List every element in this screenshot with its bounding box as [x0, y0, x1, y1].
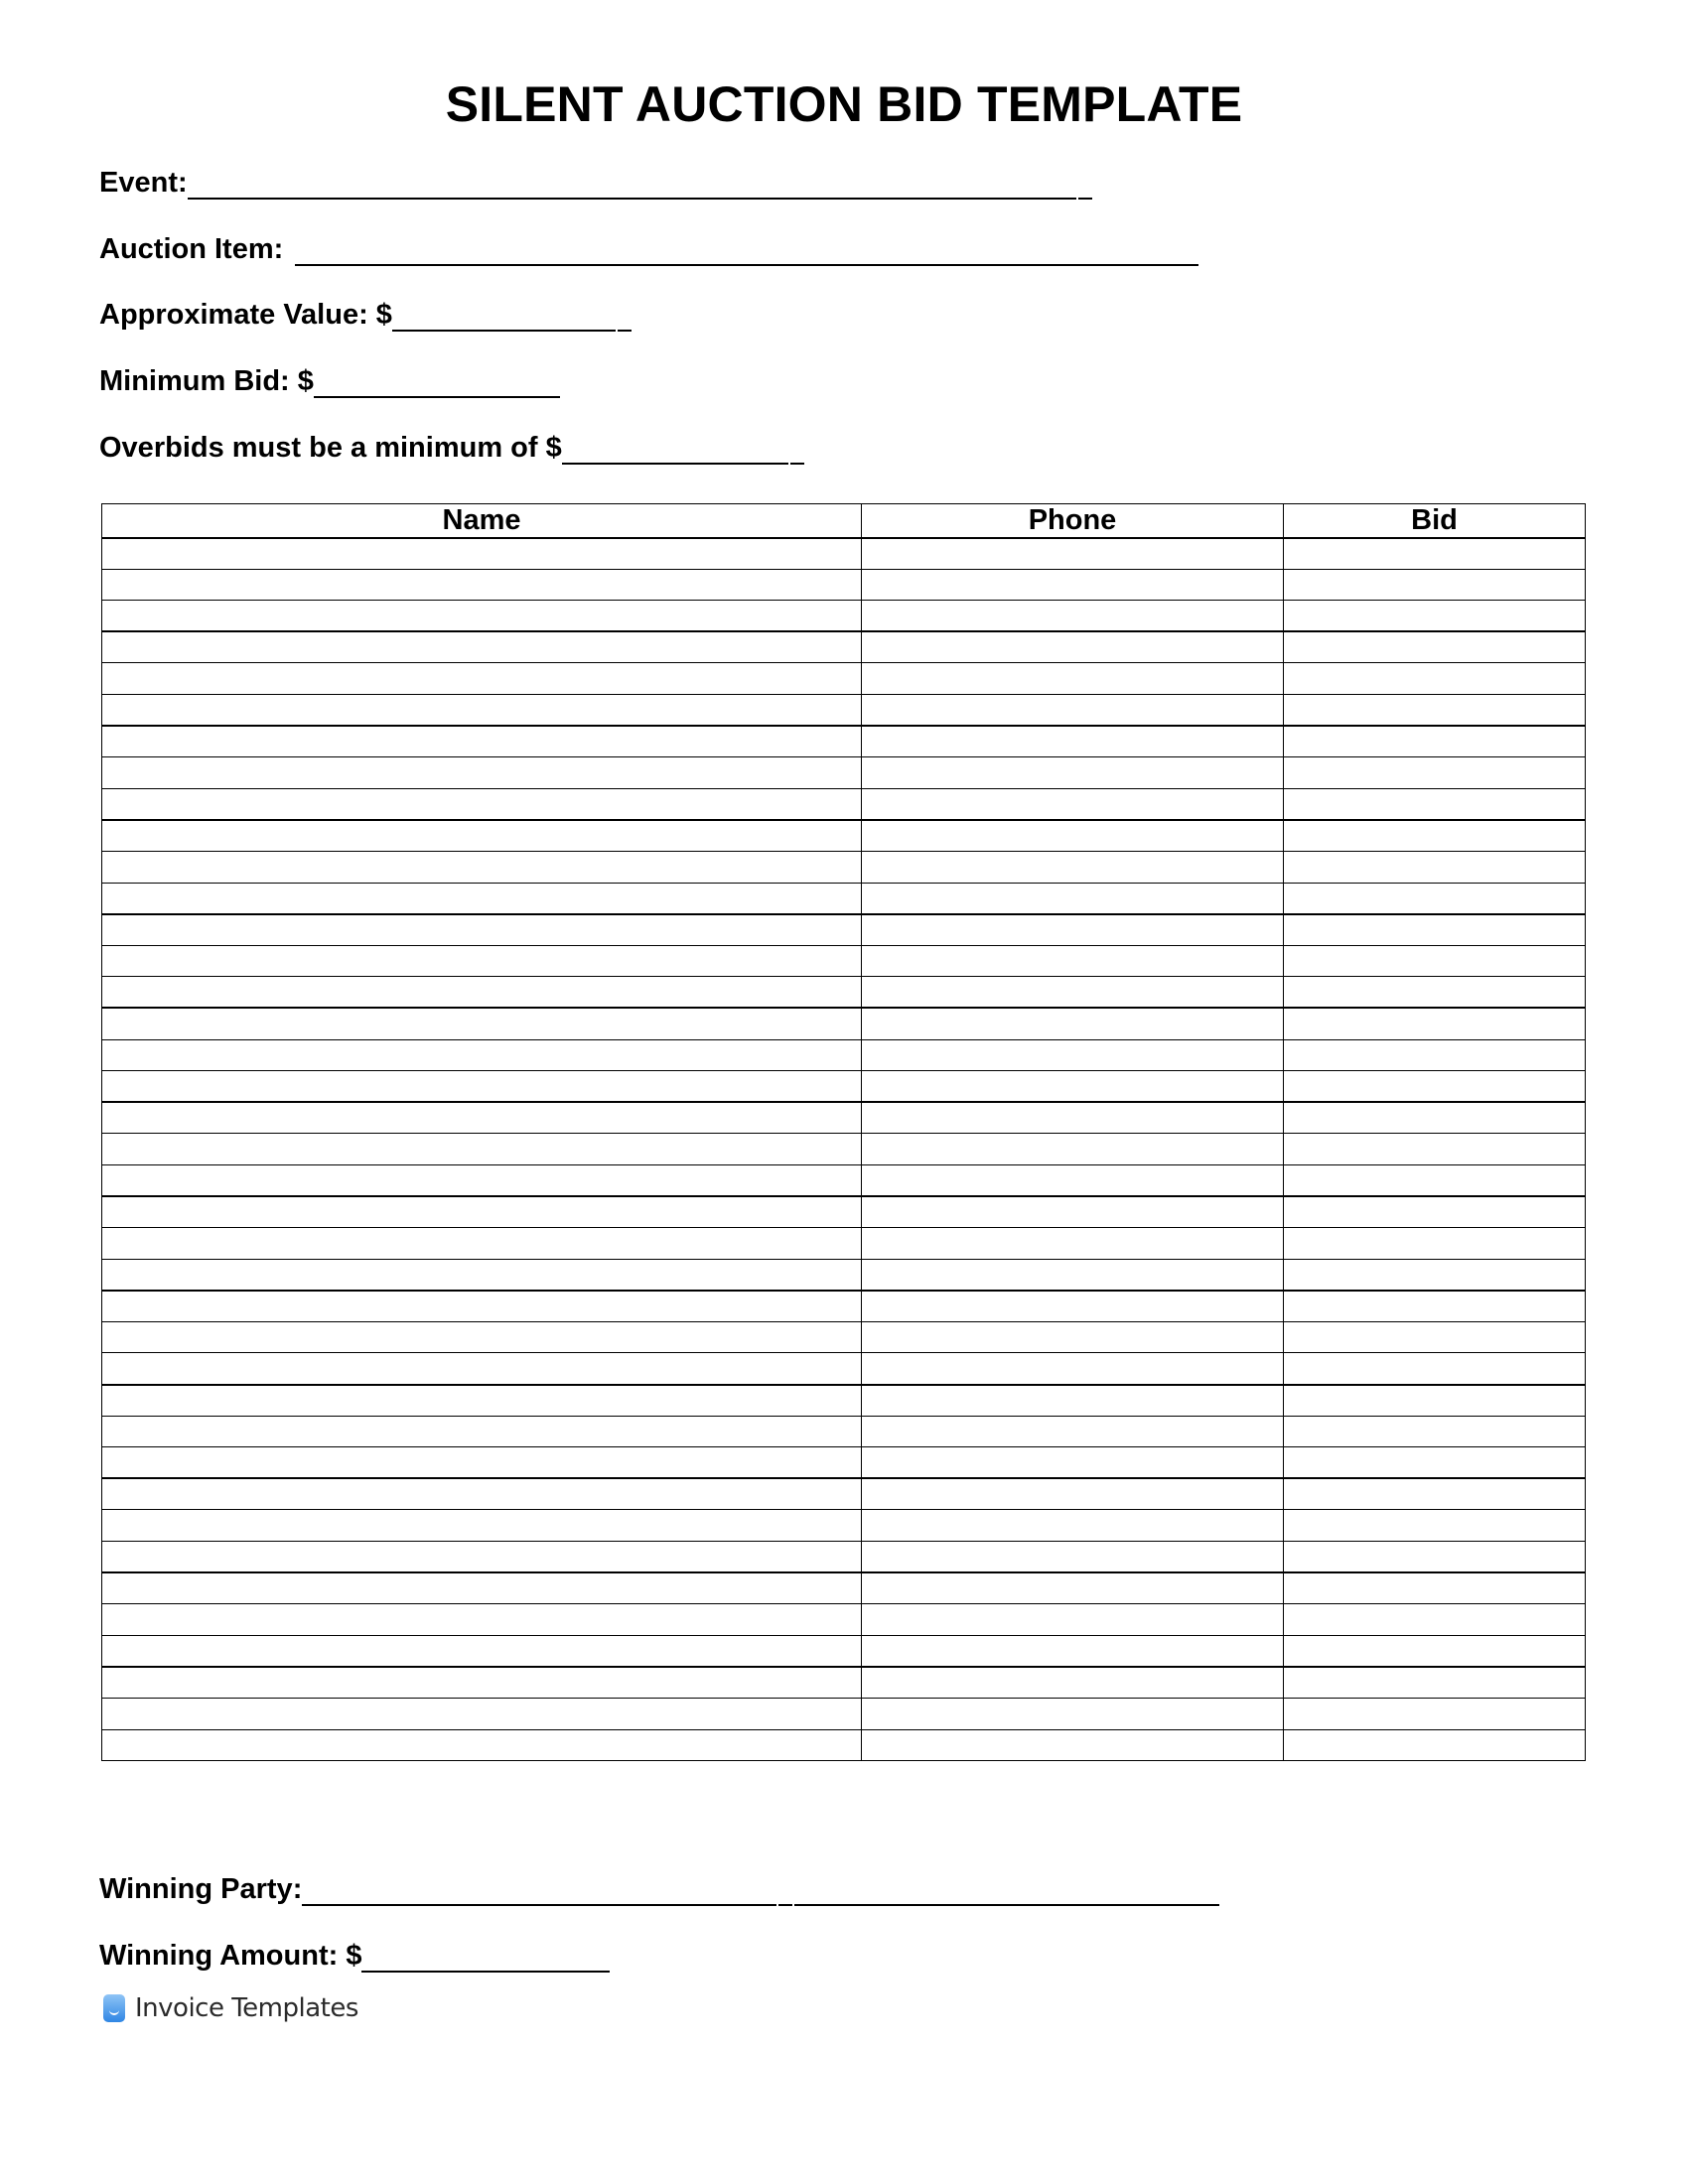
bid-table-row — [102, 883, 1586, 914]
name-cell[interactable] — [102, 1729, 862, 1761]
bid-table-header-row — [102, 504, 1586, 538]
bid-table-row — [102, 1542, 1586, 1573]
name-cell[interactable] — [102, 1635, 862, 1667]
bid-table-row — [102, 1321, 1586, 1353]
phone-cell[interactable] — [862, 1478, 1284, 1510]
approx-value-blank-line[interactable] — [392, 300, 616, 332]
event-blank-tail — [1078, 170, 1092, 200]
bid-cell[interactable] — [1284, 851, 1586, 883]
bid-cell[interactable] — [1284, 1353, 1586, 1385]
bid-table-row — [102, 1635, 1586, 1667]
winning-party-blank-tail — [778, 1876, 792, 1906]
bid-table-row — [102, 1164, 1586, 1196]
bid-cell[interactable] — [1284, 1542, 1586, 1573]
bid-cell[interactable] — [1284, 726, 1586, 757]
bid-cell[interactable] — [1284, 694, 1586, 726]
winning-amount-field — [99, 1939, 610, 1979]
event-field — [99, 166, 1092, 205]
name-cell[interactable] — [102, 945, 862, 977]
name-cell[interactable] — [102, 883, 862, 914]
phone-cell[interactable] — [862, 977, 1284, 1009]
overbids-field — [99, 431, 804, 471]
bid-table-row — [102, 694, 1586, 726]
bid-cell[interactable] — [1284, 1416, 1586, 1447]
bid-cell[interactable] — [1284, 1102, 1586, 1134]
column-header-bid: Bid — [1284, 504, 1586, 538]
phone-cell[interactable] — [862, 569, 1284, 601]
winning-amount-label: Winning Amount: $ — [99, 1940, 362, 1972]
name-cell[interactable] — [102, 1604, 862, 1636]
invoice-templates-logo — [103, 1993, 358, 2023]
bid-cell[interactable] — [1284, 1447, 1586, 1479]
bid-table-row — [102, 1604, 1586, 1636]
bid-table-row — [102, 1291, 1586, 1322]
phone-cell[interactable] — [862, 631, 1284, 663]
name-cell[interactable] — [102, 820, 862, 852]
name-cell[interactable] — [102, 851, 862, 883]
winning-party-label: Winning Party: — [99, 1873, 303, 1905]
name-cell[interactable] — [102, 1385, 862, 1417]
minimum-bid-blank-line[interactable] — [314, 366, 560, 398]
bid-cell[interactable] — [1284, 820, 1586, 852]
phone-cell[interactable] — [862, 1416, 1284, 1447]
bid-table-row — [102, 1259, 1586, 1291]
phone-cell[interactable] — [862, 538, 1284, 570]
event-blank-line[interactable] — [188, 168, 1076, 200]
bid-cell[interactable] — [1284, 663, 1586, 695]
phone-cell[interactable] — [862, 1008, 1284, 1039]
phone-cell[interactable] — [862, 1604, 1284, 1636]
bid-cell[interactable] — [1284, 757, 1586, 789]
bid-table-row — [102, 945, 1586, 977]
bid-table-row — [102, 1416, 1586, 1447]
bid-table-row — [102, 1729, 1586, 1761]
bid-table-row — [102, 1102, 1586, 1134]
name-cell[interactable] — [102, 977, 862, 1009]
phone-cell[interactable] — [862, 1039, 1284, 1071]
name-cell[interactable] — [102, 631, 862, 663]
winning-party-blank-line-2[interactable] — [794, 1874, 1219, 1906]
name-cell[interactable] — [102, 1196, 862, 1228]
phone-cell[interactable] — [862, 1196, 1284, 1228]
name-cell[interactable] — [102, 1291, 862, 1322]
bid-cell[interactable] — [1284, 601, 1586, 632]
phone-cell[interactable] — [862, 1259, 1284, 1291]
overbids-blank-line[interactable] — [562, 433, 788, 465]
phone-cell[interactable] — [862, 883, 1284, 914]
phone-cell[interactable] — [862, 1291, 1284, 1322]
phone-cell[interactable] — [862, 601, 1284, 632]
name-cell[interactable] — [102, 1698, 862, 1729]
bid-cell[interactable] — [1284, 1478, 1586, 1510]
phone-cell[interactable] — [862, 1321, 1284, 1353]
bid-cell[interactable] — [1284, 1259, 1586, 1291]
bid-table-row — [102, 757, 1586, 789]
name-cell[interactable] — [102, 1353, 862, 1385]
name-cell[interactable] — [102, 569, 862, 601]
bid-table-row — [102, 1008, 1586, 1039]
name-cell[interactable] — [102, 1572, 862, 1604]
bid-cell[interactable] — [1284, 1572, 1586, 1604]
bid-table-row — [102, 1510, 1586, 1542]
phone-cell[interactable] — [862, 1572, 1284, 1604]
phone-cell[interactable] — [862, 694, 1284, 726]
name-cell[interactable] — [102, 694, 862, 726]
event-label: Event: — [99, 167, 188, 199]
phone-cell[interactable] — [862, 663, 1284, 695]
page-title: SILENT AUCTION BID TEMPLATE — [445, 76, 1243, 132]
name-cell[interactable] — [102, 1321, 862, 1353]
name-cell[interactable] — [102, 1259, 862, 1291]
name-cell[interactable] — [102, 1416, 862, 1447]
auction-item-label: Auction Item: — [99, 233, 292, 265]
bid-table-row — [102, 1667, 1586, 1699]
bid-cell[interactable] — [1284, 1667, 1586, 1699]
phone-cell[interactable] — [862, 726, 1284, 757]
invoice-templates-logo-icon — [103, 1994, 125, 2022]
bid-cell[interactable] — [1284, 945, 1586, 977]
bid-cell[interactable] — [1284, 1071, 1586, 1103]
bid-cell[interactable] — [1284, 1604, 1586, 1636]
name-cell[interactable] — [102, 757, 862, 789]
bid-cell[interactable] — [1284, 977, 1586, 1009]
overbids-blank-tail — [790, 435, 804, 465]
bid-cell[interactable] — [1284, 914, 1586, 946]
bid-cell[interactable] — [1284, 1134, 1586, 1165]
bid-table-row — [102, 663, 1586, 695]
phone-cell[interactable] — [862, 1729, 1284, 1761]
phone-cell[interactable] — [862, 1447, 1284, 1479]
bid-table-row — [102, 1353, 1586, 1385]
auction-item-blank-line[interactable] — [295, 234, 1198, 266]
phone-cell[interactable] — [862, 1102, 1284, 1134]
bid-cell[interactable] — [1284, 1196, 1586, 1228]
minimum-bid-field — [99, 364, 560, 404]
bid-table-row — [102, 977, 1586, 1009]
overbids-label: Overbids must be a minimum of $ — [99, 432, 562, 464]
bid-cell[interactable] — [1284, 1385, 1586, 1417]
phone-cell[interactable] — [862, 1134, 1284, 1165]
bid-cell[interactable] — [1284, 1635, 1586, 1667]
name-cell[interactable] — [102, 538, 862, 570]
bid-cell[interactable] — [1284, 883, 1586, 914]
bid-cell[interactable] — [1284, 1729, 1586, 1761]
approx-value-blank-tail — [618, 302, 632, 332]
phone-cell[interactable] — [862, 914, 1284, 946]
bid-table-row — [102, 601, 1586, 632]
name-cell[interactable] — [102, 601, 862, 632]
name-cell[interactable] — [102, 1667, 862, 1699]
bid-table-body — [102, 538, 1586, 1761]
winning-amount-blank-line[interactable] — [361, 1941, 610, 1973]
bid-table-row — [102, 914, 1586, 946]
approx-value-label: Approximate Value: $ — [99, 299, 392, 331]
bid-table-row — [102, 851, 1586, 883]
name-cell[interactable] — [102, 1542, 862, 1573]
phone-cell[interactable] — [862, 1385, 1284, 1417]
name-cell[interactable] — [102, 1008, 862, 1039]
phone-cell[interactable] — [862, 820, 1284, 852]
phone-cell[interactable] — [862, 1164, 1284, 1196]
name-cell[interactable] — [102, 914, 862, 946]
phone-cell[interactable] — [862, 1698, 1284, 1729]
bid-cell[interactable] — [1284, 1510, 1586, 1542]
column-header-name: Name — [102, 504, 862, 538]
name-cell[interactable] — [102, 1447, 862, 1479]
bid-cell[interactable] — [1284, 1321, 1586, 1353]
bid-cell[interactable] — [1284, 569, 1586, 601]
bid-table-row — [102, 1698, 1586, 1729]
bid-table-row — [102, 1385, 1586, 1417]
winning-party-blank-line-1[interactable] — [302, 1874, 776, 1906]
bid-table-row — [102, 726, 1586, 757]
name-cell[interactable] — [102, 1478, 862, 1510]
phone-cell[interactable] — [862, 1635, 1284, 1667]
bid-table-row — [102, 1478, 1586, 1510]
phone-cell[interactable] — [862, 1071, 1284, 1103]
phone-cell[interactable] — [862, 945, 1284, 977]
name-cell[interactable] — [102, 1102, 862, 1134]
bid-table — [101, 503, 1586, 1761]
bid-cell[interactable] — [1284, 631, 1586, 663]
phone-cell[interactable] — [862, 1510, 1284, 1542]
bid-cell[interactable] — [1284, 1698, 1586, 1729]
logo-text: Invoice Templates — [135, 1993, 358, 2023]
phone-cell[interactable] — [862, 1542, 1284, 1573]
bid-table-row — [102, 1134, 1586, 1165]
column-header-phone: Phone — [862, 504, 1284, 538]
bid-cell[interactable] — [1284, 1228, 1586, 1260]
phone-cell[interactable] — [862, 1228, 1284, 1260]
bid-table-row — [102, 1572, 1586, 1604]
approx-value-field — [99, 298, 632, 338]
bid-cell[interactable] — [1284, 1164, 1586, 1196]
phone-cell[interactable] — [862, 1353, 1284, 1385]
bid-table-row — [102, 1228, 1586, 1260]
name-cell[interactable] — [102, 1164, 862, 1196]
name-cell[interactable] — [102, 726, 862, 757]
name-cell[interactable] — [102, 1510, 862, 1542]
auction-item-field — [99, 232, 1198, 272]
bid-table-row — [102, 631, 1586, 663]
phone-cell[interactable] — [862, 1667, 1284, 1699]
bid-table-row — [102, 788, 1586, 820]
bid-cell[interactable] — [1284, 1039, 1586, 1071]
phone-cell[interactable] — [862, 757, 1284, 789]
name-cell[interactable] — [102, 788, 862, 820]
name-cell[interactable] — [102, 1039, 862, 1071]
bid-table-row — [102, 1071, 1586, 1103]
minimum-bid-label: Minimum Bid: $ — [99, 365, 314, 397]
bid-cell[interactable] — [1284, 1291, 1586, 1322]
bid-cell[interactable] — [1284, 788, 1586, 820]
bid-table-row — [102, 820, 1586, 852]
name-cell[interactable] — [102, 1228, 862, 1260]
winning-party-field — [99, 1872, 1219, 1912]
bid-cell[interactable] — [1284, 1008, 1586, 1039]
name-cell[interactable] — [102, 663, 862, 695]
bid-table-row — [102, 1039, 1586, 1071]
bid-table-row — [102, 1196, 1586, 1228]
bid-table-row — [102, 569, 1586, 601]
bid-table-row — [102, 538, 1586, 570]
bid-table-row — [102, 1447, 1586, 1479]
name-cell[interactable] — [102, 1071, 862, 1103]
name-cell[interactable] — [102, 1134, 862, 1165]
phone-cell[interactable] — [862, 851, 1284, 883]
phone-cell[interactable] — [862, 788, 1284, 820]
bid-cell[interactable] — [1284, 538, 1586, 570]
